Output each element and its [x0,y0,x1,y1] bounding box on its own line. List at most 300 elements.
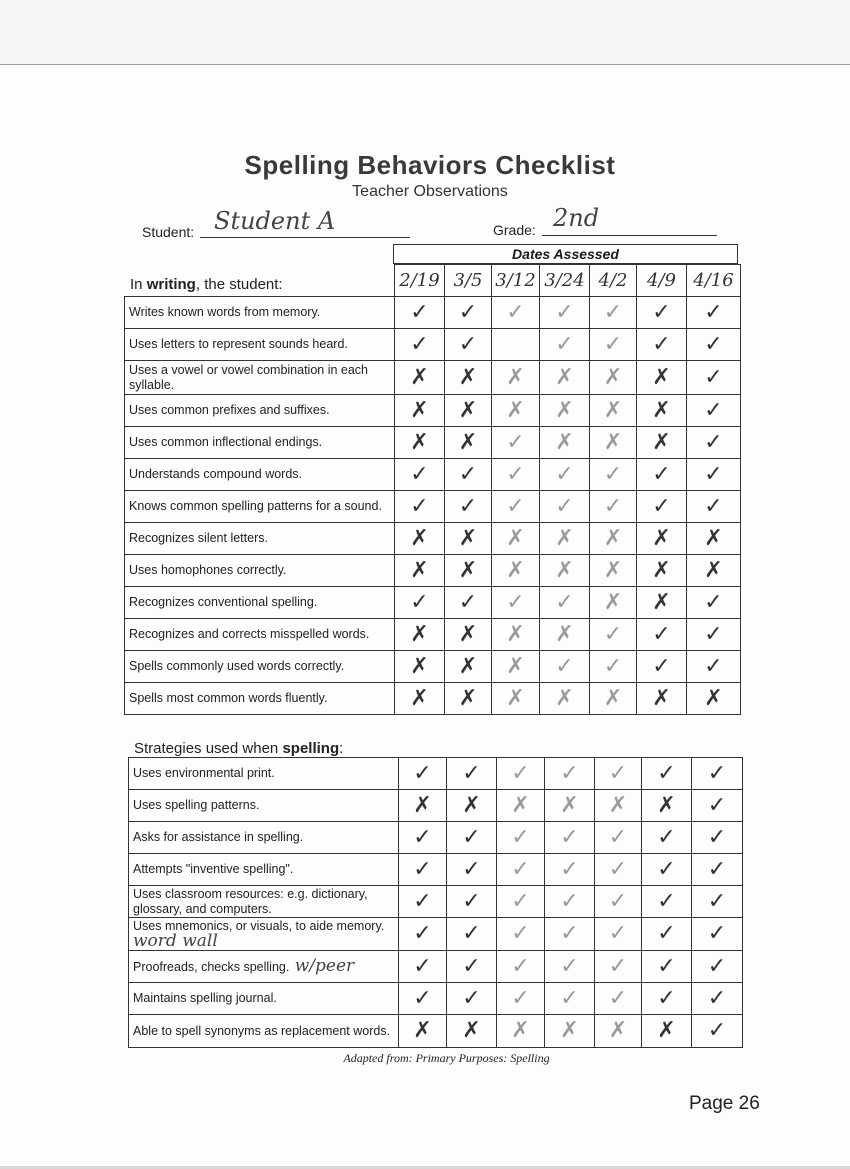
strategy-mark-cell [595,854,642,886]
checkmark-icon: ✓ [603,653,623,679]
checkmark-icon: ✓ [652,299,671,325]
x-mark-icon: ✗ [506,364,525,390]
strategy-mark-cell [447,1015,497,1048]
x-mark-icon: ✗ [603,525,623,551]
writing-mark-cell [590,491,637,523]
strategy-row-label [129,886,399,918]
x-mark-icon: ✗ [652,589,671,615]
x-mark-icon: ✗ [704,685,723,711]
writing-mark-cell [540,361,590,395]
strategy-mark-cell [642,983,692,1015]
strategy-row [129,822,743,854]
x-mark-icon: ✗ [652,397,671,423]
strategy-mark-cell [399,918,447,951]
checkmark-icon: ✓ [603,493,623,519]
writing-mark-cell [637,523,687,555]
checkmark-icon: ✓ [555,493,574,519]
checkmark-icon: ✓ [410,331,429,357]
checkmark-icon: ✓ [462,824,481,850]
x-mark-icon: ✗ [506,525,525,551]
x-mark-icon: ✗ [704,557,723,583]
writing-mark-cell [492,555,540,587]
writing-mark-cell [590,329,637,361]
checkmark-icon: ✓ [608,888,628,914]
x-mark-icon: ✗ [652,685,671,711]
writing-mark-cell [492,395,540,427]
strategy-mark-cell [692,951,743,983]
strategy-row-label [129,918,399,951]
writing-row-label [125,361,395,395]
x-mark-icon: ✗ [608,1018,628,1043]
x-mark-icon: ✗ [458,621,478,647]
strategy-mark-cell [545,983,595,1015]
checkmark-icon: ✓ [413,953,432,979]
writing-mark-cell [445,361,492,395]
checkmark-icon: ✓ [413,824,432,850]
strategy-mark-cell [642,918,692,951]
strategy-mark-cell [399,790,447,822]
writing-heading: In writing, the student: [130,276,283,293]
writing-mark-cell [492,361,540,395]
strategy-mark-cell [642,790,692,822]
x-mark-icon: ✗ [603,429,623,455]
strategy-mark-cell [399,886,447,918]
page-title: Spelling Behaviors Checklist [244,150,616,180]
writing-mark-cell [445,297,492,329]
checkmark-icon: ✓ [413,985,432,1011]
dates-row [125,265,741,297]
writing-mark-cell [445,427,492,459]
writing-mark-cell [445,587,492,619]
strategy-row [129,918,743,951]
strategy-mark-cell [447,790,497,822]
strategy-mark-cell [545,918,595,951]
x-mark-icon: ✗ [506,621,525,647]
x-mark-icon: ✗ [410,621,429,647]
writing-mark-cell [445,329,492,361]
strategy-behavior-text: Maintains spelling journal. [133,991,277,1005]
x-mark-icon: ✗ [458,364,478,390]
writing-mark-cell [492,523,540,555]
strategy-row [129,886,743,918]
writing-mark-cell [687,587,741,619]
checkmark-icon: ✓ [560,824,579,850]
writing-mark-cell [687,651,741,683]
x-mark-icon: ✗ [603,557,623,583]
writing-mark-cell [492,329,540,361]
student-label: Student: [142,224,195,240]
writing-mark-cell [540,523,590,555]
checkmark-icon: ✓ [462,856,481,882]
strategy-mark-cell [447,983,497,1015]
checkmark-icon: ✓ [707,792,727,818]
writing-row [125,329,741,361]
writing-mark-cell [590,619,637,651]
x-mark-icon: ✗ [652,525,671,551]
checkmark-icon: ✓ [657,985,676,1011]
writing-mark-cell [540,587,590,619]
strategy-mark-cell [399,822,447,854]
checkmark-icon: ✓ [652,621,671,647]
writing-mark-cell [395,683,445,715]
writing-mark-cell [637,651,687,683]
dates-assessed-header: Dates Assessed [393,244,738,264]
x-mark-icon: ✗ [511,1018,530,1043]
checkmark-icon: ✓ [511,953,530,979]
strategy-mark-cell [595,790,642,822]
writing-behavior-text: Recognizes silent letters. [129,531,268,545]
strategy-row [129,983,743,1015]
writing-mark-cell [590,523,637,555]
x-mark-icon: ✗ [506,397,525,423]
writing-mark-cell [492,683,540,715]
writing-mark-cell [590,297,637,329]
checkmark-icon: ✓ [511,856,530,882]
checkmark-icon: ✓ [462,921,481,946]
checkmark-icon: ✓ [413,760,432,786]
writing-mark-cell [590,361,637,395]
x-mark-icon: ✗ [555,557,574,583]
checkmark-icon: ✓ [560,760,579,786]
strategy-mark-cell [642,758,692,790]
x-mark-icon: ✗ [410,429,429,455]
checkmark-icon: ✓ [560,888,579,914]
writing-mark-cell [395,395,445,427]
strategy-mark-cell [692,790,743,822]
checkmark-icon: ✓ [704,429,723,455]
checkmark-icon: ✓ [555,589,574,615]
writing-mark-cell [395,491,445,523]
checkmark-icon: ✓ [462,760,481,786]
checkmark-icon: ✓ [458,331,478,357]
strategy-mark-cell [447,886,497,918]
strategy-row [129,758,743,790]
checkmark-icon: ✓ [608,921,628,946]
checkmark-icon: ✓ [462,953,481,979]
writing-mark-cell [395,619,445,651]
checkmark-icon: ✓ [707,760,727,786]
checkmark-icon: ✓ [458,461,478,487]
strategy-row-label [129,951,399,983]
checkmark-icon: ✓ [707,953,727,979]
strategy-row [129,951,743,983]
strategy-behavior-text: Uses mnemonics, or visuals, to aide memory. [133,919,385,933]
writing-mark-cell [395,297,445,329]
x-mark-icon: ✗ [458,429,478,455]
writing-row [125,587,741,619]
page-number: Page 26 [689,1093,760,1114]
x-mark-icon: ✗ [458,685,478,711]
x-mark-icon: ✗ [603,397,623,423]
writing-mark-cell [590,459,637,491]
strategy-mark-cell [545,758,595,790]
writing-mark-cell [445,619,492,651]
strategy-mark-cell [545,854,595,886]
student-line [200,237,410,238]
strategy-mark-cell [595,886,642,918]
writing-mark-cell [637,427,687,459]
checkmark-icon: ✓ [458,299,478,325]
checkmark-icon: ✓ [652,461,671,487]
strategy-mark-cell [399,951,447,983]
writing-mark-cell [395,651,445,683]
checkmark-icon: ✓ [555,653,574,679]
writing-mark-cell [637,555,687,587]
checkmark-icon: ✓ [657,824,676,850]
writing-behavior-text: Writes known words from memory. [129,305,321,319]
strategy-mark-cell [497,983,545,1015]
writing-mark-cell [687,297,741,329]
writing-behavior-text: Uses letters to represent sounds heard. [129,337,348,351]
writing-mark-cell [590,555,637,587]
checkmark-icon: ✓ [506,589,525,615]
checkmark-icon: ✓ [555,331,574,357]
checkmark-icon: ✓ [608,953,628,979]
strategy-mark-cell [692,918,743,951]
writing-behavior-text: Uses common prefixes and suffixes. [129,403,330,417]
assessment-date: 3/24 [540,265,590,297]
checkmark-icon: ✓ [555,299,574,325]
writing-row [125,297,741,329]
x-mark-icon: ✗ [410,364,429,390]
x-mark-icon: ✗ [506,653,525,679]
writing-mark-cell [540,459,590,491]
checkmark-icon: ✓ [560,953,579,979]
writing-mark-cell [590,651,637,683]
x-mark-icon: ✗ [608,792,628,818]
writing-row-label [125,427,395,459]
writing-mark-cell [540,491,590,523]
strategy-behavior-text: Able to spell synonyms as replacement words. [133,1023,391,1038]
checkmark-icon: ✓ [704,461,723,487]
strategy-mark-cell [595,918,642,951]
grade-line [542,235,717,236]
writing-behavior-text: Uses homophones correctly. [129,563,287,577]
checkmark-icon: ✓ [704,364,723,390]
strategy-mark-cell [545,790,595,822]
checkmark-icon: ✓ [511,824,530,850]
strategy-mark-cell [692,758,743,790]
strategy-mark-cell [399,854,447,886]
assessment-date: 4/2 [590,265,637,297]
writing-behavior-text: Recognizes conventional spelling. [129,595,318,609]
strategy-mark-cell [497,822,545,854]
strategy-mark-cell [447,951,497,983]
checkmark-icon: ✓ [652,653,671,679]
writing-mark-cell [445,683,492,715]
x-mark-icon: ✗ [555,621,574,647]
strategy-mark-cell [692,983,743,1015]
checkmark-icon: ✓ [657,888,676,914]
checkmark-icon: ✓ [511,760,530,786]
writing-checklist-table [124,264,741,715]
x-mark-icon: ✗ [555,525,574,551]
checkmark-icon: ✓ [410,461,429,487]
strategy-behavior-text: Uses environmental print. [133,766,275,780]
checkmark-icon: ✓ [560,856,579,882]
checkmark-icon: ✓ [511,888,530,914]
writing-mark-cell [590,683,637,715]
credit-line: Adapted from: Primary Purposes: Spelling [343,1051,550,1065]
strategy-mark-cell [642,854,692,886]
x-mark-icon: ✗ [511,792,530,818]
writing-mark-cell [395,361,445,395]
scan-edge-line [0,64,850,65]
checkmark-icon: ✓ [608,824,628,850]
checkmark-icon: ✓ [704,397,723,423]
checkmark-icon: ✓ [506,429,525,455]
writing-behavior-text: Uses common inflectional endings. [129,435,323,449]
checkmark-icon: ✓ [410,493,429,519]
checkmark-icon: ✓ [413,856,432,882]
strategy-mark-cell [642,951,692,983]
writing-row-label [125,459,395,491]
writing-mark-cell [687,523,741,555]
writing-row-label [125,523,395,555]
writing-row [125,361,741,395]
writing-mark-cell [540,683,590,715]
x-mark-icon: ✗ [652,364,671,390]
checkmark-icon: ✓ [413,921,432,946]
writing-mark-cell [687,459,741,491]
x-mark-icon: ✗ [462,792,481,818]
strategy-behavior-text: Uses classroom resources: e.g. dictionary, glossary, and computers. [133,886,368,916]
x-mark-icon: ✗ [555,429,574,455]
writing-behavior-text: Knows common spelling patterns for a sound. [129,499,382,513]
checkmark-icon: ✓ [506,299,525,325]
strategy-behavior-text: Proofreads, checks spelling. [133,959,290,974]
writing-mark-cell [492,297,540,329]
writing-mark-cell [395,587,445,619]
writing-mark-cell [687,427,741,459]
checkmark-icon: ✓ [458,589,478,615]
checkmark-icon: ✓ [608,856,628,882]
checkmark-icon: ✓ [704,493,723,519]
checkmark-icon: ✓ [603,299,623,325]
strategy-row-label [129,790,399,822]
strategies-checklist-table [128,757,743,1048]
writing-row [125,395,741,427]
writing-row-label [125,683,395,715]
writing-mark-cell [687,555,741,587]
checkmark-icon: ✓ [506,461,525,487]
strategy-mark-cell [497,886,545,918]
checkmark-icon: ✓ [410,299,429,325]
strategy-mark-cell [447,854,497,886]
x-mark-icon: ✗ [458,653,478,679]
writing-row-label [125,619,395,651]
x-mark-icon: ✗ [555,685,574,711]
writing-mark-cell [395,427,445,459]
writing-row-label [125,491,395,523]
x-mark-icon: ✗ [410,653,429,679]
strategy-row-label [129,822,399,854]
strategy-mark-cell [399,758,447,790]
handwritten-note: w/peer [289,955,355,976]
checkmark-icon: ✓ [707,888,727,914]
strategy-mark-cell [692,886,743,918]
checkmark-icon: ✓ [608,985,628,1011]
x-mark-icon: ✗ [413,1018,432,1043]
writing-mark-cell [395,555,445,587]
x-mark-icon: ✗ [410,397,429,423]
writing-mark-cell [395,459,445,491]
writing-row-label [125,651,395,683]
checkmark-icon: ✓ [657,760,676,786]
writing-mark-cell [540,297,590,329]
writing-mark-cell [637,683,687,715]
strategy-mark-cell [545,951,595,983]
strategy-mark-cell [642,822,692,854]
writing-mark-cell [637,459,687,491]
handwritten-note: word wall [133,931,218,951]
writing-row [125,619,741,651]
checkmark-icon: ✓ [707,856,727,882]
writing-row [125,683,741,715]
x-mark-icon: ✗ [555,397,574,423]
writing-mark-cell [687,329,741,361]
strategy-mark-cell [595,983,642,1015]
strategy-mark-cell [497,758,545,790]
checkmark-icon: ✓ [707,985,727,1011]
checkmark-icon: ✓ [704,299,723,325]
assessment-date: 3/12 [492,265,540,297]
strategy-mark-cell [399,983,447,1015]
x-mark-icon: ✗ [462,1018,481,1043]
checkmark-icon: ✓ [511,985,530,1011]
checkmark-icon: ✓ [560,921,579,946]
checkmark-icon: ✓ [657,953,676,979]
x-mark-icon: ✗ [410,525,429,551]
strategy-row [129,1015,743,1048]
assessment-date: 3/5 [445,265,492,297]
strategy-row [129,790,743,822]
writing-mark-cell [445,395,492,427]
x-mark-icon: ✗ [652,429,671,455]
writing-mark-cell [492,651,540,683]
writing-mark-cell [492,427,540,459]
writing-row [125,459,741,491]
checkmark-icon: ✓ [704,653,723,679]
writing-mark-cell [637,361,687,395]
checkmark-icon: ✓ [506,493,525,519]
strategies-heading: Strategies used when spelling: [134,740,344,757]
checkmark-icon: ✓ [608,760,628,786]
writing-row-label [125,395,395,427]
checkmark-icon: ✓ [458,493,478,519]
writing-row-label [125,587,395,619]
strategy-mark-cell [692,1015,743,1048]
strategy-row-label [129,854,399,886]
checkmark-icon: ✓ [657,856,676,882]
writing-mark-cell [590,587,637,619]
x-mark-icon: ✗ [560,792,579,818]
writing-behavior-text: Understands compound words. [129,467,303,481]
dates-row-label-cell [125,265,395,297]
strategy-row-label [129,1015,399,1048]
x-mark-icon: ✗ [555,364,574,390]
strategy-mark-cell [497,790,545,822]
writing-mark-cell [637,587,687,619]
writing-mark-cell [540,651,590,683]
checkmark-icon: ✓ [707,921,727,946]
checkmark-icon: ✓ [413,888,432,914]
checkmark-icon: ✓ [707,1018,727,1043]
writing-row [125,651,741,683]
strategy-mark-cell [447,918,497,951]
x-mark-icon: ✗ [410,557,429,583]
checkmark-icon: ✓ [707,824,727,850]
